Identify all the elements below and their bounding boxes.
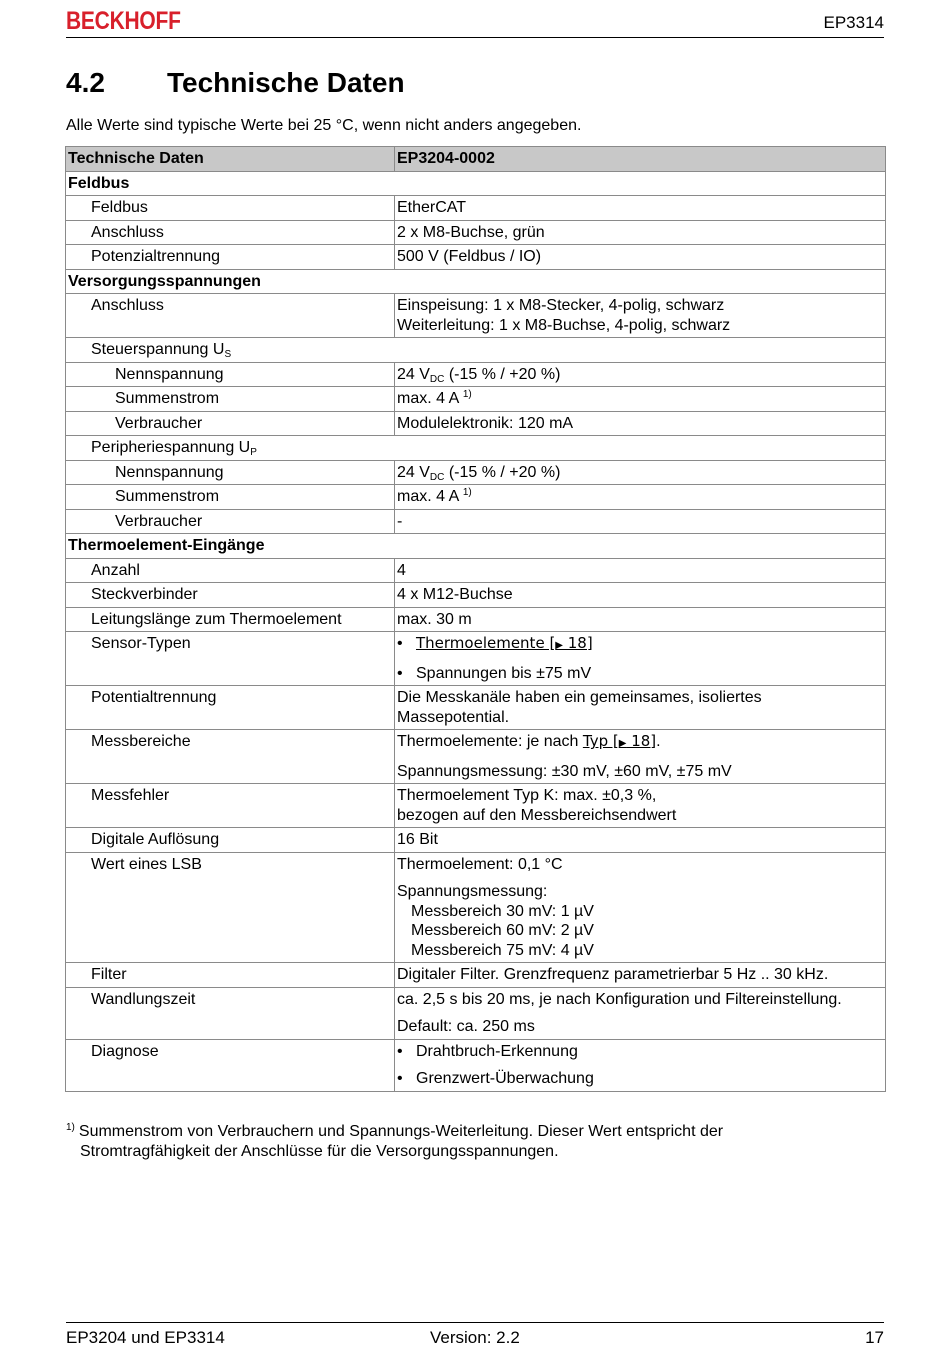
- footnote-line: Stromtragfähigkeit der Anschlüsse für die Versorgungsspannungen.: [80, 1143, 559, 1160]
- group-row-thermo: [66, 534, 886, 559]
- subgroup-row-up: [66, 436, 886, 461]
- row-label: Verbraucher: [66, 411, 395, 436]
- intro-text: Alle Werte sind typische Werte bei 25 °C, wenn nicht anders angegeben.: [66, 117, 582, 134]
- subgroup-label: Steuerspannung $U_S$: [66, 338, 886, 363]
- table-row: [66, 852, 886, 963]
- row-value: max. 30 m: [395, 607, 886, 632]
- row-label: Messfehler: [66, 784, 395, 828]
- table-row: [66, 362, 886, 387]
- table-row: [66, 294, 886, 338]
- row-label: Summenstrom: [66, 485, 395, 510]
- table-row: [66, 558, 886, 583]
- row-label: Filter: [66, 963, 395, 988]
- bullet-item: • Spannungen bis ±75 mV: [397, 664, 592, 682]
- row-value: max. 4 A $^{1)}$: [395, 387, 886, 412]
- row-value: 4: [395, 558, 886, 583]
- row-value: Thermoelemente: je nach Typ [▶ 18]. Spannungsmessung: ±30 mV, ±60 mV, ±75 mV: [395, 730, 886, 784]
- row-label: Potenzialtrennung: [66, 245, 395, 270]
- row-value: [395, 1039, 886, 1091]
- footer-version: Version: 2.2: [430, 1328, 520, 1347]
- row-label: Anschluss: [66, 294, 395, 338]
- row-label: Verbraucher: [66, 509, 395, 534]
- row-value: Digitaler Filter. Grenzfrequenz parametrierbar 5 Hz .. 30 kHz.: [395, 963, 886, 988]
- row-label: Diagnose: [66, 1039, 395, 1091]
- triangle-right-icon: ▶: [618, 738, 627, 749]
- table-row: [66, 411, 886, 436]
- row-value: 24 $V_{DC}$ (-15 % / +20 %): [395, 362, 886, 387]
- footer-doc-title: EP3204 und EP3314: [66, 1328, 225, 1347]
- row-value: Die Messkanäle haben ein gemeinsames, isoliertes Massepotential.: [395, 686, 886, 730]
- row-label: Messbereiche: [66, 730, 395, 784]
- footnote-line: Summenstrom von Verbrauchern und Spannungs-Weiterleitung. Dieser Wert entspricht der: [78, 1123, 724, 1140]
- row-value: [395, 632, 886, 686]
- table-row: [66, 632, 886, 686]
- group-row-versorgung: [66, 269, 886, 294]
- table-row: [66, 485, 886, 510]
- table-row: [66, 730, 886, 784]
- table-row: [66, 784, 886, 828]
- table-row: [66, 583, 886, 608]
- row-label: Feldbus: [66, 196, 395, 221]
- table-header-row: [66, 147, 886, 172]
- table-row: [66, 686, 886, 730]
- row-label: Summenstrom: [66, 387, 395, 412]
- section-number: 4.2: [66, 67, 105, 98]
- row-label: Wandlungszeit: [66, 987, 395, 1039]
- row-value: [395, 294, 886, 338]
- spec-table: [65, 146, 886, 1092]
- bullet-item: • Thermoelemente [▶ 18]: [397, 634, 593, 652]
- bullet-item: • Drahtbruch-Erkennung: [397, 1042, 578, 1060]
- value-line: Weiterleitung: 1 x M8-Buchse, 4-polig, schwarz: [397, 316, 731, 334]
- group-row-feldbus: [66, 171, 886, 196]
- row-label: Digitale Auflösung: [66, 828, 395, 853]
- table-row: [66, 607, 886, 632]
- row-label: Nennspannung: [66, 362, 395, 387]
- triangle-right-icon: ▶: [555, 640, 563, 651]
- row-value: Thermoelement Typ K: max. ±0,3 %, bezogen auf den Messbereichsendwert: [395, 784, 886, 828]
- subgroup-row-us: [66, 338, 886, 363]
- row-value: -: [395, 509, 886, 534]
- row-label: Anzahl: [66, 558, 395, 583]
- table-row: [66, 245, 886, 270]
- footnote-mark: 1): [66, 1122, 75, 1133]
- row-label: Anschluss: [66, 220, 395, 245]
- beckhoff-logo: BECKHOFF: [66, 7, 181, 35]
- subgroup-label: Peripheriespannung $U_P$: [66, 436, 886, 461]
- row-label: Leitungslänge zum Thermoelement: [66, 607, 395, 632]
- row-value: Modulelektronik: 120 mA: [395, 411, 886, 436]
- footer-page-number: 17: [865, 1328, 884, 1347]
- table-row: [66, 987, 886, 1039]
- table-row: [66, 220, 886, 245]
- row-label: Sensor-Typen: [66, 632, 395, 686]
- group-label: Feldbus: [66, 171, 886, 196]
- row-label: Steckverbinder: [66, 583, 395, 608]
- table-row: [66, 828, 886, 853]
- row-value: ca. 2,5 s bis 20 ms, je nach Konfiguration und Filtereinstellung. Default: ca. 250 ms: [395, 987, 886, 1039]
- value-line: Einspeisung: 1 x M8-Stecker, 4-polig, schwarz: [397, 297, 725, 314]
- row-value: 16 Bit: [395, 828, 886, 853]
- row-value: EtherCAT: [395, 196, 886, 221]
- row-value: max. 4 A $^{1)}$: [395, 485, 886, 510]
- group-label: Thermoelement-Eingänge: [66, 534, 886, 559]
- header-rule: [66, 37, 884, 38]
- table-row: [66, 387, 886, 412]
- typ-link[interactable]: Typ [▶ 18]: [582, 732, 657, 750]
- table-row: [66, 196, 886, 221]
- footnote: [66, 1122, 723, 1162]
- bullet-item: • Grenzwert-Überwachung: [397, 1070, 594, 1087]
- row-value: Thermoelement: 0,1 °C Spannungsmessung: Messbereich 30 mV: 1 µV Messbereich 60 mV: 2 µV Messbereich 75 mV: 4 µV: [395, 852, 886, 963]
- header-cell-label: Technische Daten: [66, 147, 395, 172]
- row-label: Wert eines LSB: [66, 852, 395, 963]
- table-row: [66, 1039, 886, 1091]
- row-value: 500 V (Feldbus / IO): [395, 245, 886, 270]
- row-label: Nennspannung: [66, 460, 395, 485]
- document-id: EP3314: [823, 13, 884, 32]
- footnote-ref: 1): [462, 487, 472, 498]
- row-value: 2 x M8-Buchse, grün: [395, 220, 886, 245]
- group-label: Versorgungsspannungen: [66, 269, 886, 294]
- footnote-ref: 1): [462, 389, 472, 400]
- table-row: [66, 460, 886, 485]
- section-title: Technische Daten: [167, 67, 405, 98]
- header-cell-model: EP3204-0002: [395, 147, 886, 172]
- footer-rule: [66, 1322, 884, 1323]
- table-row: [66, 509, 886, 534]
- thermoelemente-link[interactable]: Thermoelemente [▶ 18]: [416, 634, 593, 652]
- row-label: Potentialtrennung: [66, 686, 395, 730]
- row-value: 24 $V_{DC}$ (-15 % / +20 %): [395, 460, 886, 485]
- row-value: 4 x M12-Buchse: [395, 583, 886, 608]
- table-row: [66, 963, 886, 988]
